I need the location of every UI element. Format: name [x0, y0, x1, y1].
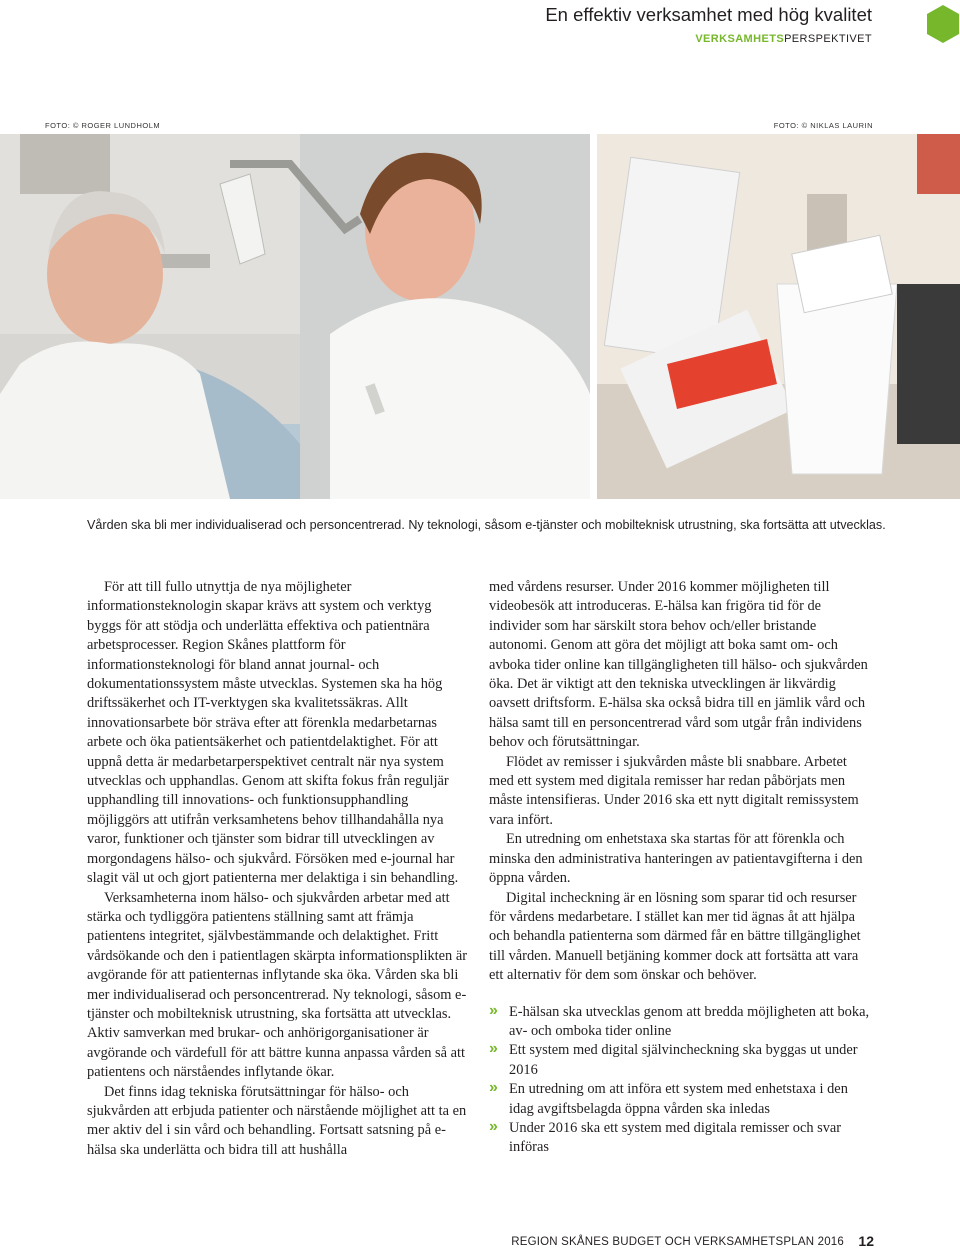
paragraph: med vårdens resurser. Under 2016 kommer möjligheten till videobesök att introduceras. E-hälsa kan frigöra tid för de individer som har särskilt stora behov och/eller bristande autonomi. Genom att göra det möjligt att boka samt om- och avboka tider online kan tillgängligheten till hälso- och sjukvården öka. Det är viktigt att den tekniska utvecklingen är likvärdig oavsett driftsform. E-hälsa ska också bidra till en jämlik vård och hälsa samt till en personcentrerad vård som utgår från individens behov och förutsättningar.: [489, 579, 868, 751]
paragraph: En utredning om enhetstaxa ska startas för att förenkla och minska den administrativa hanteringen av patientavgifterna i den öppna vården.: [489, 831, 863, 887]
left-text-column: [87, 578, 468, 1160]
green-hexagon-icon: [926, 4, 960, 44]
paragraph: Verksamheterna inom hälso- och sjukvården arbetar med att stärka och tydliggöra patientens ställning samt att främja patientens integritet, självbestämmande och delaktighet. Fritt vårdsökande och den i patientlagen skärpta informationsplikten är avgörande för att patienternas inflytande ska öka. Vården ska bli mer individualiserad och personcentrerad. Ny teknologi, såsom e-tjänster och mobilteknisk utrustning, ska fortsätta att utvecklas. Aktiv samverkan med brukar- och anhörigorganisationer är avgörande och värdefull för att bättre kunna anpassa vården så att patientens och närståendes inflytande ökar.: [87, 889, 468, 1081]
right-text-column: [489, 578, 873, 1158]
paragraph: Digital incheckning är en lösning som sparar tid och resurser för vårdens medarbetare. I stället kan mer tid ägnas åt att hjälpa och behandla patienterna som därmed får en bättre tillgänglighet till vården. Manuell betjäning kommer dock att fortsätta att vara ett alternativ för dem som önskar och behöver.: [489, 889, 861, 984]
list-item-text: Under 2016 ska ett system med digitala remisser och svar införas: [509, 1119, 842, 1156]
bullet-marker-icon: »: [489, 1079, 498, 1097]
list-item-text: Ett system med digital självincheckning ska byggas ut under 2016: [509, 1042, 858, 1078]
list-item-text: E-hälsan ska utvecklas genom att bredda möjligheten att boka, av- och omboka tider online: [509, 1003, 870, 1039]
list-item: [489, 1041, 873, 1080]
bullet-list: [489, 1003, 873, 1158]
list-item: [489, 1119, 873, 1158]
subtitle-rest: PERSPEKTIVET: [784, 33, 872, 45]
page-number: 12: [858, 1233, 874, 1249]
photo-credit-left: FOTO: © ROGER LUNDHOLM: [45, 121, 161, 130]
paragraph: För att till fullo utnyttja de nya möjligheter informationsteknologin skapar krävs att system och verktyg byggs för att stödja och underlätta effektiva och patientnära arbetsprocesser. Region Skånes plattform för informationsteknologi för bland annat journal- och dokumentationssystem måste utvecklas. Systemen ska ha hög driftssäkerhet och IT-verktygen ska kvalitetssäkras. Allt innovationsarbete bör sträva efter att förenkla medarbetarnas arbete och öka patientsäkerhet och patientdelaktighet. För att uppnå detta är medarbetarperspektivet centralt när nya system utvecklas och upphandlas. Genom att skifta fokus från reguljär upphandling till innovations- och funktionsupphandling möjliggörs att utifrån verksamhetens behov tillhandahålla nya varor, funktioner och tjänster som bidrar till utvecklingen av morgondagens hälso- och sjukvård. Försöken med e-journal har slagit väl ut och gjort patienterna mer delaktiga i sin behandling.: [87, 579, 459, 887]
list-item: [489, 1080, 873, 1119]
subtitle-accent: VERKSAMHETS: [695, 33, 785, 45]
list-item-text: En utredning om att införa ett system med enhetstaxa i den idag avgiftsbelagda öppna vården ska inledas: [509, 1081, 848, 1117]
paragraph: Flödet av remisser i sjukvården måste bli snabbare. Arbetet med ett system med digitala remisser har redan påbörjats men måste intensifieras. Under 2016 ska ett nytt digitalt remissystem vara infört.: [489, 753, 859, 828]
bullet-marker-icon: »: [489, 1040, 498, 1058]
page-section-title: En effektiv verksamhet med hög kvalitet: [545, 4, 872, 25]
list-item: [489, 1003, 873, 1042]
bullet-marker-icon: »: [489, 1117, 498, 1135]
section-subtitle: [695, 33, 872, 45]
photo-credit-right: FOTO: © NIKLAS LAURIN: [773, 121, 873, 130]
photo-caption: Vården ska bli mer individualiserad och personcentrerad. Ny teknologi, såsom e-tjänster och mobilteknisk utrustning, ska fortsätta att utvecklas.: [87, 518, 886, 532]
bullet-marker-icon: »: [489, 1001, 498, 1019]
photo-patient-and-nurse: [0, 134, 590, 499]
footer-publication-title: REGION SKÅNES BUDGET OCH VERKSAMHETSPLAN 2016: [511, 1236, 844, 1248]
photo-desk-brochures: [597, 134, 960, 499]
paragraph: Det finns idag tekniska förutsättningar för hälso- och sjukvården att erbjuda patienter och närstående möjlighet att ta en mer aktiv del i sin vård och behandling. Fortsatt satsning på e-hälsa ska underlätta och bidra till att hushålla: [87, 1083, 467, 1158]
